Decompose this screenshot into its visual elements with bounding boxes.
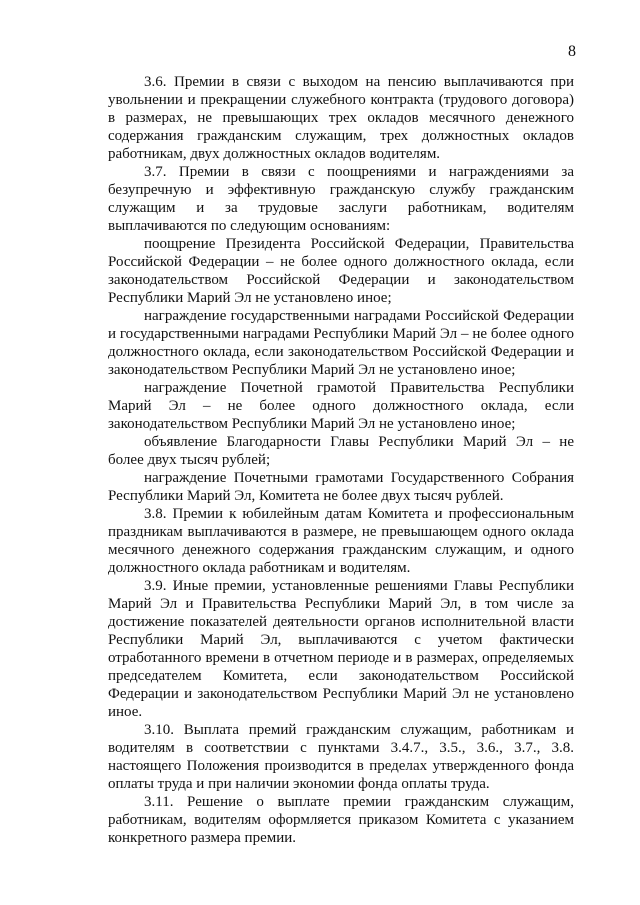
paragraph-3-8: 3.8. Премии к юбилейным датам Комитета и профессиональным праздникам выплачиваются в размере, не превышающем одного оклада месячного денежного содержания гражданским служащим, и одного должностного оклада работникам и водителям. <box>108 506 574 576</box>
paragraph-3-9: 3.9. Иные премии, установленные решениями Главы Республики Марий Эл и Правительства Республики Марий Эл, в том числе за достижение показателей деятельности органов исполнительной власти Республики Марий Эл, выплачиваются с учетом фактически отработанного времени в отчетном периоде и в размерах, определяемых председателем Комитета, если законодательством Российской Федерации и законодательством Республики Марий Эл не установлено иное. <box>108 578 574 720</box>
paragraph-3-10: 3.10. Выплата премий гражданским служащим, работникам и водителям в соответствии с пунктами 3.4.7., 3.5., 3.6., 3.7., 3.8. настоящего Положения производится в пределах утвержденного фонда оплаты труда и при наличии экономии фонда оплаты труда. <box>108 722 574 792</box>
paragraph-assembly-diploma: награждение Почетными грамотами Государственного Собрания Республики Марий Эл, Комитета не более двух тысяч рублей. <box>108 470 574 504</box>
paragraph-government-diploma: награждение Почетной грамотой Правительства Республики Марий Эл – не более одного должностного оклада, если законодательством Республики Марий Эл не установлено иное; <box>108 380 574 432</box>
document-body <box>108 73 574 847</box>
paragraph-state-awards: награждение государственными наградами Российской Федерации и государственными наградами Республики Марий Эл – не более одного должностного оклада, если законодательством Российской Федерации и законодательством Республики Марий Эл не установлено иное; <box>108 308 574 378</box>
paragraph-3-11: 3.11. Решение о выплате премии гражданским служащим, работникам, водителям оформляется приказом Комитета с указанием конкретного размера премии. <box>108 794 574 846</box>
paragraph-3-6: 3.6. Премии в связи с выходом на пенсию выплачиваются при увольнении и прекращении служебного контракта (трудового договора) в размерах, не превышающих трех окладов месячного денежного содержания гражданским служащим, трех должностных окладов работникам, двух должностных окладов водителям. <box>108 74 574 162</box>
paragraph-3-7: 3.7. Премии в связи с поощрениями и награждениями за безупречную и эффективную гражданскую службу гражданским служащим и за трудовые заслуги работникам, водителям выплачиваются по следующим основаниям: <box>108 164 574 234</box>
paragraph-head-gratitude: объявление Благодарности Главы Республики Марий Эл – не более двух тысяч рублей; <box>108 434 574 468</box>
paragraph-president-award: поощрение Президента Российской Федерации, Правительства Российской Федерации – не более одного должностного оклада, если законодательством Российской Федерации и законодательством Республики Марий Эл не установлено иное; <box>108 236 574 306</box>
page-number: 8 <box>568 43 576 60</box>
